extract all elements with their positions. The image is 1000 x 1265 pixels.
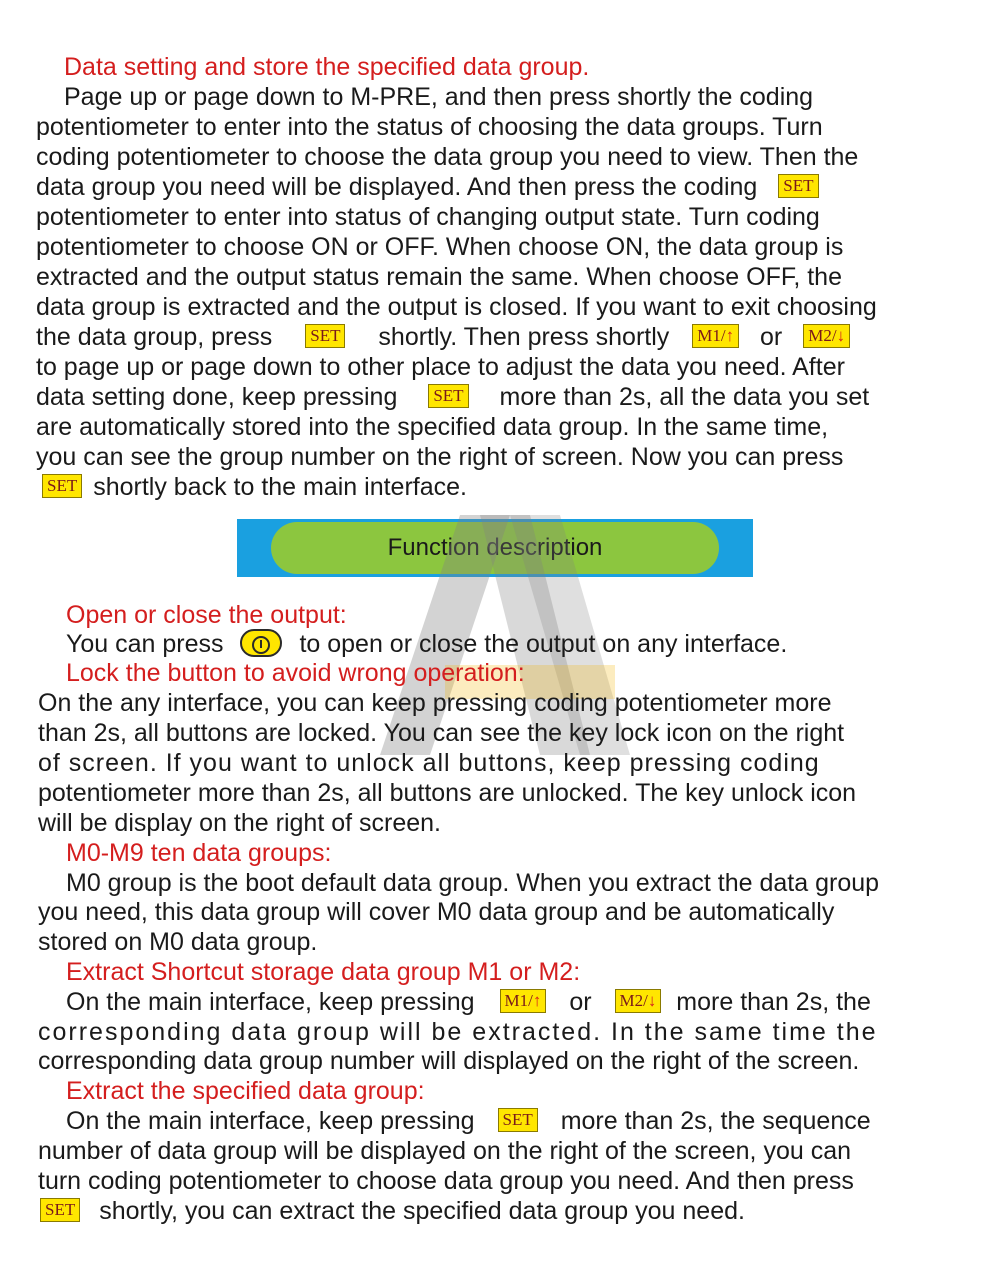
power-key-icon (240, 629, 282, 657)
text-segment: On the main interface, keep pressing (66, 988, 475, 1016)
text-segment: more than 2s, all the data you set (499, 383, 870, 411)
text-line: to page up or page down to other place to adjust the data you need. After (36, 353, 845, 381)
text-line: Page up or page down to M-PRE, and then press shortly the coding (64, 83, 814, 111)
text-line: data group is extracted and the output is closed. If you want to exit choosing (36, 293, 877, 321)
set-key-icon: SET (498, 1108, 538, 1132)
text-line: you need, this data group will cover M0 data group and be automatically (38, 898, 835, 926)
text-line: potentiometer to enter into the status of choosing the data groups. Turn (36, 113, 823, 141)
text-line: turn coding potentiometer to choose data group you need. And then press (38, 1167, 854, 1195)
text-line: extracted and the output status remain the same. When choose OFF, the (36, 263, 842, 291)
text-line (66, 629, 787, 659)
function-description-banner (237, 519, 753, 577)
set-key-icon: SET (42, 474, 82, 498)
text-line: stored on M0 data group. (38, 928, 318, 956)
text-segment: data setting done, keep pressing (36, 383, 398, 411)
set-key-icon: SET (40, 1198, 80, 1222)
set-key-icon: SET (305, 324, 345, 348)
text-segment: On the main interface, keep pressing (66, 1107, 475, 1135)
text-line: On the any interface, you can keep pressing coding potentiometer more (38, 689, 832, 717)
section-heading-data-groups: M0-M9 ten data groups: (66, 839, 332, 867)
section-heading-shortcut: Extract Shortcut storage data group M1 or M2: (66, 958, 581, 986)
text-line: will be display on the right of screen. (38, 809, 441, 837)
m1-up-key-icon: M1/↑ (692, 324, 739, 348)
text-line: potentiometer more than 2s, all buttons are unlocked. The key unlock icon (38, 779, 857, 807)
text-segment: more than 2s, the (676, 988, 871, 1016)
text-line (36, 382, 869, 412)
text-segment: more than 2s, the sequence (560, 1107, 871, 1135)
text-line: potentiometer to enter into status of changing output state. Turn coding (36, 203, 820, 231)
text-line (42, 472, 467, 502)
text-segment: to open or close the output on any interface. (299, 630, 788, 658)
section-heading-lock: Lock the button to avoid wrong operation: (66, 659, 525, 687)
text-line: of screen. If you want to unlock all buttons, keep pressing coding (38, 749, 820, 777)
text-segment: shortly. Then press shortly (378, 323, 670, 351)
text-line (66, 987, 871, 1017)
text-segment: data group you need will be displayed. And then press the coding (36, 173, 758, 201)
section-heading-data-setting: Data setting and store the specified data group. (64, 53, 590, 81)
text-line (36, 322, 852, 352)
text-segment: or (760, 323, 783, 351)
text-segment: the data group, press (36, 323, 273, 351)
text-segment: You can press (66, 630, 224, 658)
m1-up-key-icon: M1/↑ (500, 989, 547, 1013)
section-heading-open-close: Open or close the output: (66, 601, 347, 629)
m2-down-key-icon: M2/↓ (803, 324, 850, 348)
m2-down-key-icon: M2/↓ (615, 989, 662, 1013)
text-line (40, 1196, 745, 1226)
text-line: are automatically stored into the specified data group. In the same time, (36, 413, 829, 441)
banner-title: Function description (271, 522, 719, 574)
text-line: corresponding data group will be extracted. In the same time the (38, 1018, 878, 1046)
text-segment: or (569, 988, 592, 1016)
text-segment: shortly back to the main interface. (93, 473, 467, 501)
text-line: than 2s, all buttons are locked. You can see the key lock icon on the right (38, 719, 845, 747)
text-line: potentiometer to choose ON or OFF. When choose ON, the data group is (36, 233, 844, 261)
text-line: coding potentiometer to choose the data group you need to view. Then the (36, 143, 859, 171)
text-line: corresponding data group number will displayed on the right of the screen. (38, 1047, 860, 1075)
text-line: number of data group will be displayed on the right of the screen, you can (38, 1137, 852, 1165)
section-heading-specified: Extract the specified data group: (66, 1077, 425, 1105)
text-line: M0 group is the boot default data group. When you extract the data group (66, 869, 880, 897)
text-segment: shortly, you can extract the specified data group you need. (99, 1197, 745, 1225)
text-line (36, 172, 821, 202)
set-key-icon: SET (428, 384, 468, 408)
set-key-icon: SET (778, 174, 818, 198)
text-line: you can see the group number on the right of screen. Now you can press (36, 443, 844, 471)
text-line (66, 1106, 871, 1136)
